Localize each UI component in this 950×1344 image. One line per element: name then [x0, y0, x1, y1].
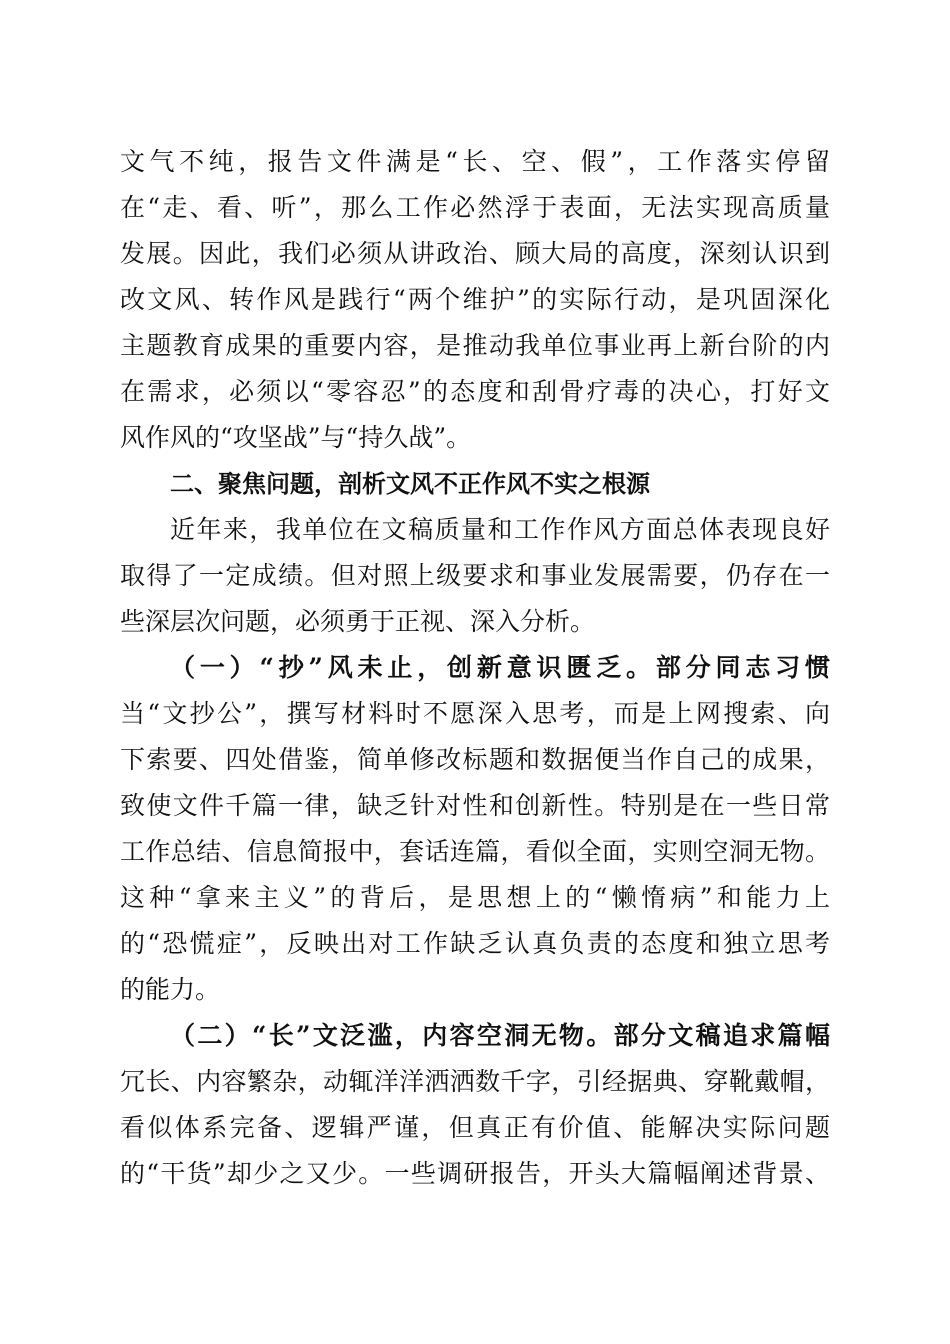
body-text-line: 看似体系完备、逻辑严谨，但真正有价值、能解决实际问题	[120, 1113, 830, 1142]
body-text-line: 文气不纯，报告文件满是“长、空、假”，工作落实停留	[120, 147, 830, 176]
body-text-line: 风作风的“攻坚战”与“持久战”。	[120, 423, 472, 452]
body-text-line: 取得了一定成绩。但对照上级要求和事业发展需要，仍存在一	[120, 561, 830, 590]
body-text-line: 下索要、四处借鉴，简单修改标题和数据便当作自己的成果，	[120, 745, 830, 774]
section-heading: 二、聚焦问题，剖析文风不正作风不实之根源	[170, 470, 650, 498]
body-text-line: 改文风、转作风是践行“两个维护”的实际行动，是巩固深化	[120, 285, 830, 314]
paragraph-first-line: 近年来，我单位在文稿质量和工作作风方面总体表现良好	[170, 515, 830, 544]
body-text-line: 在“走、看、听”，那么工作必然浮于表面，无法实现高质量	[120, 193, 830, 222]
body-text-line: 在需求，必须以“零容忍”的态度和刮骨疗毒的决心，打好文	[120, 377, 830, 406]
body-text-line: 致使文件千篇一律，缺乏针对性和创新性。特别是在一些日常	[120, 791, 830, 820]
subsection-line: （二）“长”文泛滥，内容空洞无物。部分文稿追求篇幅	[170, 1021, 830, 1050]
body-text-line: 些深层次问题，必须勇于正视、深入分析。	[120, 607, 596, 636]
body-text-line: 当“文抄公”，撰写材料时不愿深入思考，而是上网搜索、向	[120, 699, 830, 728]
body-text-line: 工作总结、信息简报中，套话连篇，看似全面，实则空洞无物。	[120, 837, 830, 866]
body-text-line: 的“恐慌症”，反映出对工作缺乏认真负责的态度和独立思考	[120, 929, 830, 958]
body-text-line: 发展。因此，我们必须从讲政治、顾大局的高度，深刻认识到	[120, 239, 830, 268]
subsection-line: （一）“抄”风未止，创新意识匮乏。部分同志习惯	[170, 653, 830, 682]
body-text-line: 的“干货”却少之又少。一些调研报告，开头大篇幅阐述背景、	[120, 1159, 830, 1188]
body-text-line: 冗长、内容繁杂，动辄洋洋洒洒数千字，引经据典、穿靴戴帽，	[120, 1067, 830, 1096]
body-text-line: 这种“拿来主义”的背后，是思想上的“懒惰病”和能力上	[120, 883, 830, 912]
body-text-line: 的能力。	[120, 975, 221, 1004]
body-text-line: 主题教育成果的重要内容，是推动我单位事业再上新台阶的内	[120, 331, 830, 360]
